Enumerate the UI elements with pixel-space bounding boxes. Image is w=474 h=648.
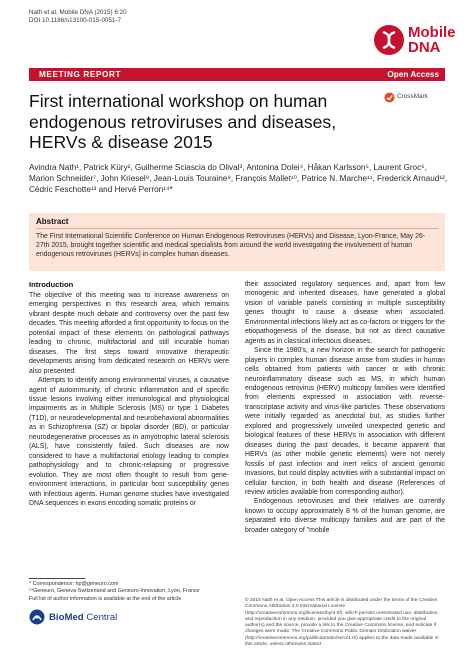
mobile-dna-logo-icon — [373, 24, 405, 56]
citation-line: Nath et al. Mobile DNA (2015) 6:20 — [29, 9, 127, 16]
article-type-banner — [29, 68, 445, 81]
left-column — [29, 280, 229, 508]
open-access-label: Open Access — [387, 70, 439, 79]
paragraph: The objective of this meeting was to increase awareness on emerging perspectives in this research area, which remains vibrant despite much debate and controversy over the past few decades. This meeting afforded a first opportunity to focus on the potential impact of these elements on pathological pathways leading to chronic, multifactorial and still incurable human diseases. The first steps toward innovative therapeutic developments arising from dedicated research on HERVs were also presented. — [29, 292, 229, 375]
abstract-heading: Abstract — [36, 217, 69, 226]
article-type-label: MEETING REPORT — [39, 70, 122, 79]
author-info-note: Full list of author information is available at the end of the article — [29, 595, 182, 602]
right-column — [245, 280, 445, 535]
abstract-text: The First International Scientific Conference on Human Endogenous Retroviruses (HERVs) and Disease, Lyon-France, May 26-27th 2015, brought together scientific and medical specialists from around the world investigating the involvement of human endogenous retroviruses (HERVs) in complex human diseases. — [36, 233, 426, 259]
journal-logo-line2: DNA — [408, 39, 441, 56]
author-list: Avindra Nath¹, Patrick Küry², Guilherme Sciascia do Olival³, Antonina Dolei⁴, Håkan Karlsson⁵, Laurent Groc⁶, Marion Schneider⁷, John Kriesel⁸, Jean-Louis Touraine⁹, François Mallet¹⁰, Patrice N. Marche¹¹, Frederick Arnaud¹², Cédric Feschotte¹³ and Hervé Perron¹⁴* — [29, 163, 448, 195]
crossmark-badge[interactable] — [384, 92, 444, 104]
publisher-name: BioMed — [49, 612, 84, 623]
footnote-divider — [29, 578, 85, 579]
journal-logo-line1: Mobile — [408, 24, 456, 41]
section-heading-introduction: Introduction — [29, 280, 74, 289]
publisher-logo — [29, 609, 119, 625]
citation-block — [29, 9, 127, 25]
paragraph: Endogenous retroviruses and their relatives are currently known to occupy approximately 8 % of the human genome, are separated into diverse multicopy families and are part of the broader category of "mobile — [245, 498, 445, 534]
abstract-box — [29, 213, 445, 271]
journal-logo — [373, 24, 456, 68]
correspondence-footnote: * Correspondence: hp@geneuro.com — [29, 581, 119, 587]
affiliation-footnote: ¹⁴Geneuro, Geneva-Switzerland and Geneuro-Innovation, Lyon, France — [29, 588, 200, 595]
paragraph: Attempts to identify among environmental viruses, a causative agent of autoimmunity, of chronic inflammation and of specific tissue lesions involving either immunological and physiological impairments as in Multiple Sclerosis (MS) or type 1 Diabetes (T1D), or neurodevelopmental and neurobehavioral abnormalities as in Schizophrenia (SZ) or bipolar disorder (BD), or particular neurodegenerative processes as in amyotrophic lateral sclerosis (ALS), have consistently failed. Such diseases are now considered to have a multifactorial etiology leading to complex pathophysiology and to chronic-relapsing or progressive evolution. They are most often thought to result from gene-environment interactions, in particular host susceptibility genes with infectious agents. Human genome studies have investigated DNA sequences in exons encoding somatic proteins or — [29, 377, 229, 507]
publisher-name-suffix: Central — [83, 612, 118, 623]
paragraph: their associated regulatory sequences and, apart from few monogenic and inherited diseases, have generated a global vision of variable panels consisting in multiple susceptibility genes thought to cause a disease when associated. Environmental infections likely act as co-factors or triggers for the etiopathogenesis of the disease, but not as direct causative agents as in classical infectious diseases. — [245, 281, 445, 345]
biomed-central-icon — [29, 609, 45, 625]
paragraph: Since the 1980's, a new horizon in the search for pathogenic players in complex human disease arose from studies in human cells obtained from patients with cancer or with chronic neuroinflammatory disease such as MS, in which human endogenous retrovirus (HERV) multicopy families were identified from elements expressed in association with reverse-transcriptase activity and virus-like particles. These observations were initially regarded as anecdotal but, as studies further explored and progressively unveiled unexpected genetic and biological features of these HERVs in association with different diseases during the past decades, it became apparent that HERVs (as other mobile genetic elements) were not merely fossils of past infection and inert relics of ancient genomic invasions, but could display activities with a substantial impact on cellular function, in both health and disease (References of review articles available from corresponding author). — [245, 347, 445, 496]
article-title: First international workshop on human endogenous retroviruses and diseases, HERVs & disease 2015 — [29, 91, 337, 152]
footnotes — [29, 581, 229, 603]
abstract-divider — [36, 228, 438, 229]
license-text: © 2015 Nath et al. Open Access This article is distributed under the terms of the Creative Commons Attribution 4.0 International License (http://creativecommons.org/licenses/by/4.0/), which permits unrestricted use, distribution, and reproduction in any medium, provided you give appropriate credit to the original author(s) and the source, provide a link to the Creative Commons license, and indicate if changes were made. The Creative Commons Public Domain Dedication waiver (http://creativecommons.org/publicdomain/zero/1.0/) applies to the data made available in this article, unless otherwise stated. — [245, 598, 439, 648]
doi-line: DOI 10.1186/s13100-015-0051-7 — [29, 17, 121, 24]
crossmark-label: CrossMark — [397, 93, 428, 100]
